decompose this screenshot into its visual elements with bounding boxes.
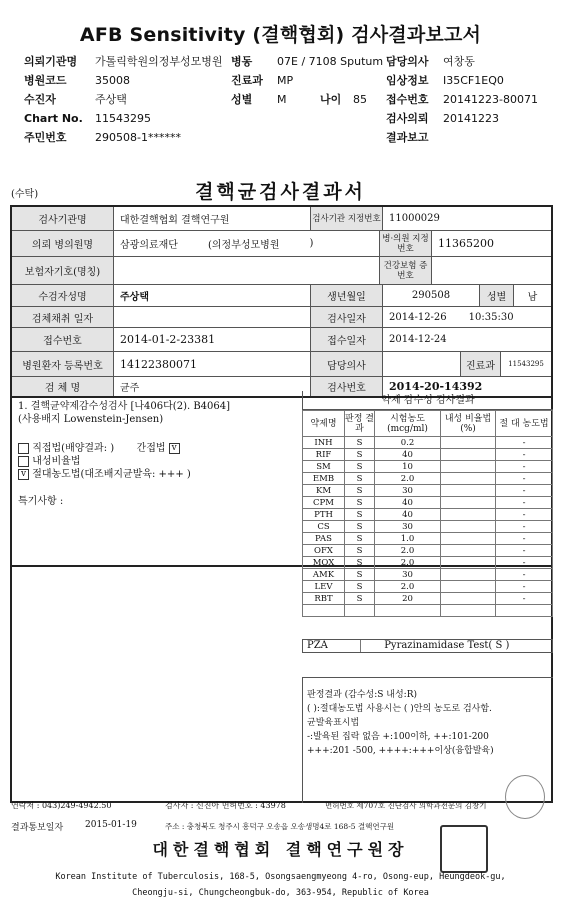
drug-cell: 1.0 [375,533,441,545]
drug-cell: S [345,461,375,473]
hosp-code-label2: 병·의원 지정번호 [380,231,432,256]
drug-cell: - [496,473,553,485]
drug-row [303,485,553,497]
drug-cell: LEV [303,581,345,593]
official-seal [440,825,488,873]
form-row-name [12,285,551,307]
patient-label: 수진자 [24,93,56,106]
drug-row [303,569,553,581]
drug-cell: INH [303,437,345,449]
pza-label: PZA [303,640,361,652]
test-no-label: 검사번호 [311,377,383,396]
ward-label: 병동 [231,55,253,68]
drug-cell: S [345,545,375,557]
scanned-form [5,175,556,920]
drug-cell: PTH [303,509,345,521]
remarks: 특기사항 : [18,496,64,507]
drug-cell: S [345,497,375,509]
test-no-value: 2014-20-14392 [389,380,483,393]
dob-label: 생년월일 [311,285,383,306]
form-title: 결핵균검사결과서 [195,181,366,203]
drug-cell [441,557,496,569]
header-conc: 시험농도 (mcg/ml) [375,411,441,437]
hosp-code-label: 병원코드 [24,74,67,87]
drug-cell: EMB [303,473,345,485]
absolute-method: v 절대농도법(대조배지균발육: +++ ) [18,468,230,481]
address-en-2: Cheongju-si, Chungcheongbuk-do, 363-954, Republic of Korea [132,888,429,898]
drug-cell: - [496,569,553,581]
lab-code-label: 검사기관 지정번호 [311,207,383,230]
drug-cell [441,473,496,485]
ward-value: 07E / 7108 Sputum [277,55,384,68]
form-row-collect [12,307,551,328]
drug-cell: CPM [303,497,345,509]
drug-row [303,473,553,485]
req-org-value: 가톨릭학원의정부성모병원 [95,55,223,68]
drug-cell: RIF [303,449,345,461]
direct-method: 직접법(배양결과: ) 간접법 v [18,442,230,455]
legend-line: 판정결과 (감수성:S 내성:R) [307,690,417,700]
header-result: 판정 결과 [345,411,375,437]
direct-checkbox [18,443,29,454]
form-row-lab [12,207,551,231]
drug-row [303,509,553,521]
drug-cell: - [496,485,553,497]
form-row-pt-reg [12,352,551,377]
drug-cell: OFX [303,545,345,557]
collect-label: 검체채취 일자 [12,307,114,327]
drug-cell: S [345,449,375,461]
age-label: 나이 [320,93,342,106]
req-hosp-name: 삼광의료재단 [120,240,178,251]
drug-cell: S [345,581,375,593]
drug-cell: - [496,437,553,449]
legend-line: ( ):절대농도법 사용시는 ( )안의 농도로 검사함. [307,704,492,714]
rrn-value: 290508-1****** [95,131,181,144]
drug-cell [441,521,496,533]
drug-cell [441,545,496,557]
recv-no-value: 2014-01-2-23381 [114,328,311,351]
dob-value: 290508 [383,285,480,306]
specimen-label: 검 체 명 [12,377,114,396]
drug-cell: S [345,509,375,521]
drug-cell: - [496,497,553,509]
indirect-checkbox: v [169,443,180,454]
recv-no-label: 접수번호 [12,328,114,351]
drug-cell: PAS [303,533,345,545]
drug-cell: - [496,593,553,605]
hosp-code-value: 35008 [95,74,130,87]
drug-cell: RBT [303,593,345,605]
legend-line: 균발육표시법 [307,718,360,728]
test-date-value [383,307,551,327]
drug-cell: S [345,437,375,449]
drug-cell [441,497,496,509]
drug-cell: S [345,485,375,497]
signature: 대한결핵협회 결핵연구원장 [152,840,409,859]
drug-row [303,461,553,473]
clinical-value: I35CF1EQ0 [443,74,504,87]
chart-label: Chart No. [24,112,83,125]
drug-cell [441,449,496,461]
drug-cell: - [496,521,553,533]
drug-cell [441,533,496,545]
legend-line: -:발육된 집락 없음 +:100이하, ++:101-200 [307,732,489,742]
header-resist: 내성 비율법(%) [441,411,496,437]
drug-row [303,545,553,557]
drug-cell: 30 [375,521,441,533]
drug-table [302,410,553,617]
drug-cell: 0.2 [375,437,441,449]
drug-row [303,593,553,605]
drug-cell: - [496,533,553,545]
drug-cell: 2.0 [375,473,441,485]
health-label: 건강보험 증번호 [380,257,432,284]
health-value [432,257,551,284]
pt-reg-value: 14122380071 [114,352,311,376]
report-date: 2015-01-19 [85,820,137,830]
specimen-value: 균주 [114,377,311,396]
pt-reg-label: 병원환자 등록번호 [12,352,114,376]
drug-cell: S [345,533,375,545]
drug-cell: 30 [375,569,441,581]
name-label: 수검자성명 [12,285,114,306]
patient-value: 주상택 [95,93,127,106]
result-section [10,390,553,803]
receipt-label: 접수번호 [386,93,429,106]
test-time: 10:35:30 [468,311,514,323]
collect-value [114,307,311,327]
stamp-round [505,775,545,819]
drug-row [303,533,553,545]
drug-cell: - [496,557,553,569]
drug-cell: S [345,557,375,569]
drug-cell: - [496,449,553,461]
drug-cell: 2.0 [375,581,441,593]
sex-label: 성별 [231,93,253,106]
drug-cell: S [345,569,375,581]
receipt-value: 20141223-80071 [443,93,538,106]
drug-row [303,497,553,509]
drug-cell [496,605,553,617]
req-hosp-value [114,231,380,256]
drug-cell [441,605,496,617]
drug-row [303,557,553,569]
report-date-label: 결과통보일자 [11,823,64,833]
drug-table-header [303,411,553,437]
req-date-value: 20141223 [443,112,499,125]
req-date-label: 검사의뢰 [386,112,429,125]
dept-value: MP [277,74,294,87]
drug-cell: 10 [375,461,441,473]
header-drug: 약제명 [303,411,345,437]
drug-cell: S [345,473,375,485]
drug-cell: - [496,581,553,593]
drug-cell [441,593,496,605]
test-date: 2014-12-26 [389,311,447,323]
form-row-recv [12,328,551,352]
drug-cell: S [345,593,375,605]
drug-row [303,605,553,617]
drug-row [303,521,553,533]
drug-cell: 2.0 [375,557,441,569]
drug-cell: - [496,509,553,521]
report-title: AFB Sensitivity (결핵협회) 검사결과보고서 [79,24,482,46]
pza-value: Pyrazinamidase Test( S ) [384,640,510,651]
rrn-label: 주민번호 [24,131,67,144]
drug-cell: 40 [375,449,441,461]
indirect-label: 간접법 [136,443,166,454]
lab-code-value: 11000029 [389,213,440,224]
contact: 연락처 : 043)249-4942.50 [11,801,112,810]
drug-cell [441,437,496,449]
insurance-value [114,257,380,284]
dept-value2: 11543295 [508,360,544,368]
drug-cell: KM [303,485,345,497]
drug-cell [375,605,441,617]
sex-label2: 성별 [480,285,514,306]
drug-cell: S [345,521,375,533]
resist-checkbox [18,456,29,467]
dept-label: 진료과 [231,74,263,87]
drug-cell: 30 [375,485,441,497]
form-row-req-hosp [12,231,551,257]
recv-date-label: 접수일자 [311,328,383,351]
drug-row [303,437,553,449]
recv-date-value: 2014-12-24 [389,334,447,345]
doctor-value2 [383,352,461,376]
drug-cell: 40 [375,497,441,509]
tester: 검사자 : 신진아 면허번호 : 43978 [165,801,286,810]
drug-cell: - [496,545,553,557]
method-line2: (사용배지 Lowenstein-Jensen) [18,414,164,425]
form-row-insurance [12,257,551,285]
dept-label2: 진료과 [461,352,501,376]
age-value: 85 [353,93,367,106]
header-absolute: 절 대 농도법 [496,411,553,437]
drug-cell [441,509,496,521]
sex-value2: 남 [527,292,538,303]
lab-label: 검사기관명 [12,207,114,230]
license: 면허번호 제707호 진단검사 의학과전문의 김창기 [325,801,487,810]
legend-line: +++:201 -500, ++++:+++이상(융합발육) [307,746,494,756]
req-hosp-sub: (의정부성모병원 [207,240,280,251]
drug-table-title: 약제 감수성 검사결과 [302,391,553,410]
drug-cell [441,485,496,497]
drug-cell: CS [303,521,345,533]
drug-cell [441,581,496,593]
drug-row [303,449,553,461]
clinical-label: 임상정보 [386,74,429,87]
drug-cell [303,605,345,617]
address-en-1: Korean Institute of Tuberculosis, 168-5, Osongsaengmyeong 4-ro, Osong-eup, Heungdeok-gu, [55,872,506,882]
lab-value: 대한결핵협회 결핵연구원 [114,207,311,230]
drug-cell [441,461,496,473]
hosp-code-value2: 11365200 [438,237,494,250]
drug-cell: SM [303,461,345,473]
resist-method: 내성비율법 [18,455,230,468]
sex-value: M [277,93,287,106]
absolute-checkbox: v [18,469,29,480]
req-hosp-label: 의뢰 병의원명 [12,231,114,256]
test-date-label: 검사일자 [311,307,383,327]
req-org-label: 의뢰기관명 [24,55,78,68]
insurance-label: 보험자기호(명칭) [12,257,114,284]
drug-cell: 2.0 [375,545,441,557]
drug-cell: 20 [375,593,441,605]
req-hosp-close: ) [309,238,314,249]
doctor-value: 여창동 [443,55,475,68]
drug-cell: AMK [303,569,345,581]
doctor-label: 담당의사 [386,55,429,68]
drug-cell: - [496,461,553,473]
report-label: 결과보고 [386,131,429,144]
address-kr: 주소 : 충청북도 청주시 흥덕구 오송읍 오송생명4로 168-5 결핵연구원 [165,822,395,831]
method-block [18,400,230,508]
chart-value: 11543295 [95,112,151,125]
method-line1: 1. 결핵균약제감수성검사 [나406다(2). B4064] [18,401,231,412]
pza-row [302,639,553,653]
drug-cell: MOX [303,557,345,569]
drug-cell [345,605,375,617]
drug-cell: 40 [375,509,441,521]
doctor-label2: 담당의사 [311,352,383,376]
form-tag: (수탁) [11,189,39,200]
drug-row [303,581,553,593]
name-value: 주상택 [114,285,311,306]
drug-cell [441,569,496,581]
